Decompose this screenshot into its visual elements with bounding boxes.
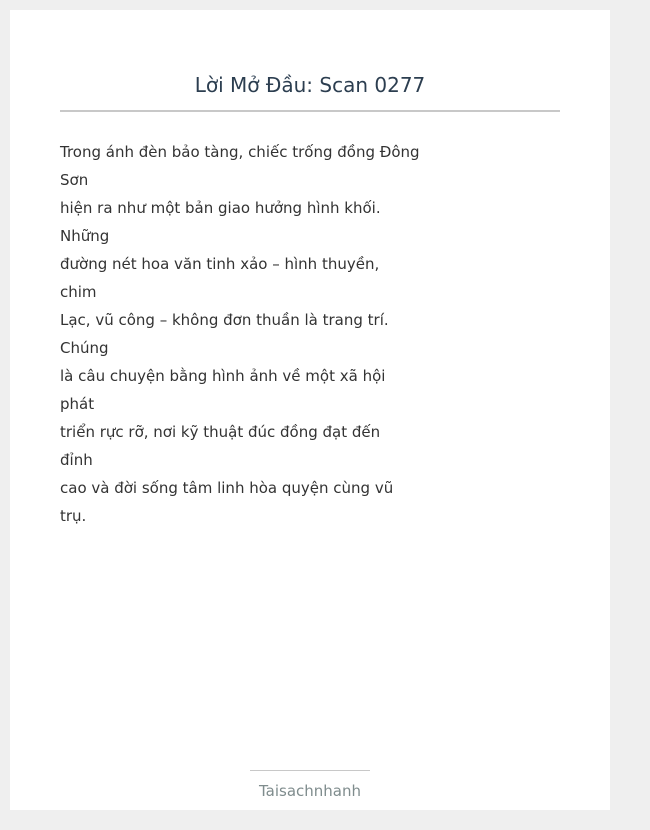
body-line: đường nét hoa văn tinh xảo – hình thuyền,	[60, 255, 380, 273]
body-line: Sơn	[60, 171, 89, 189]
body-line: Trong ánh đèn bảo tàng, chiếc trống đồng Đông	[60, 143, 420, 161]
body-line: triển rực rỡ, nơi kỹ thuật đúc đồng đạt đến	[60, 423, 381, 441]
body-line: Chúng	[60, 339, 109, 357]
body-line: Những	[60, 227, 110, 245]
footer-source: Taisachnhanh	[258, 782, 362, 800]
title-divider	[60, 110, 560, 112]
body-line: là câu chuyện bằng hình ảnh về một xã hội	[60, 367, 386, 385]
body-line: chim	[60, 283, 97, 301]
body-paragraph	[60, 138, 430, 530]
footer-divider	[250, 770, 370, 771]
body-line: phát	[60, 395, 95, 413]
body-line: Lạc, vũ công – không đơn thuần là trang trí.	[60, 311, 389, 329]
body-line: hiện ra như một bản giao hưởng hình khối.	[60, 199, 381, 217]
body-line: trụ.	[60, 507, 87, 525]
body-line: đỉnh	[60, 451, 93, 469]
document-page	[10, 10, 610, 810]
page-title: Lời Mở Đầu: Scan 0277	[194, 73, 426, 97]
body-line: cao và đời sống tâm linh hòa quyện cùng vũ	[60, 479, 394, 497]
